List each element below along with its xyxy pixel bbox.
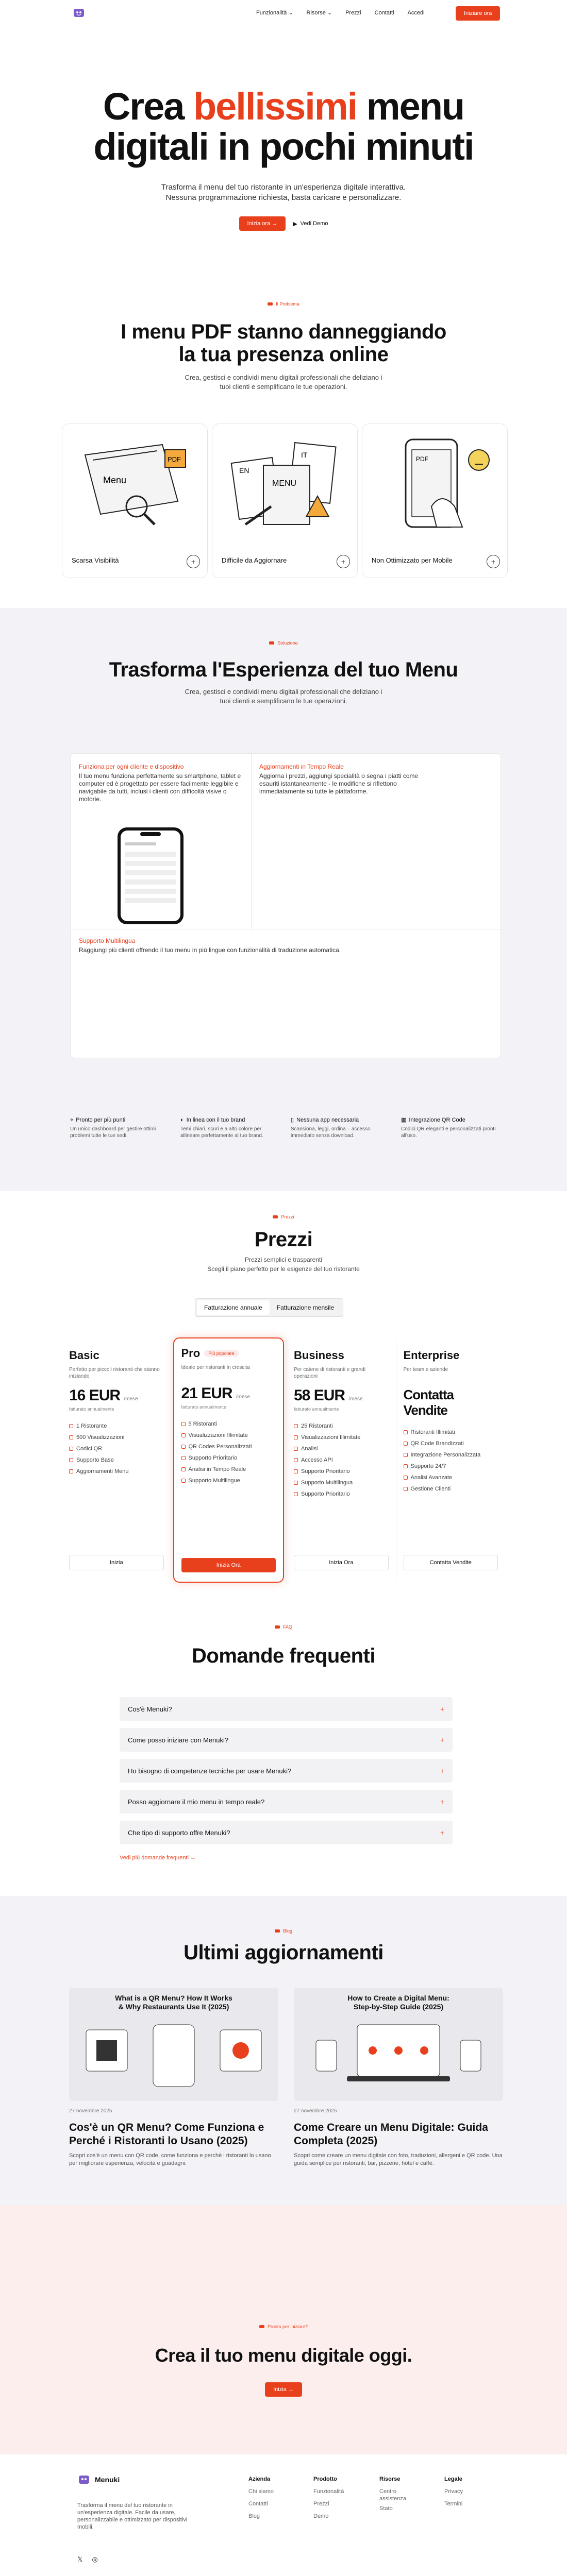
plan-feature: [404, 1452, 498, 1458]
palette-icon: ◐: [180, 1117, 184, 1123]
plan-feature: [181, 1478, 276, 1484]
plan-note: fatturato annualmente: [294, 1406, 339, 1412]
plan-business: [286, 1341, 396, 1580]
pricing-pill: [273, 1214, 294, 1219]
mini-feature: [291, 1117, 391, 1139]
mini-title: Pronto per più punti: [76, 1117, 126, 1123]
plan-feature: [181, 1455, 276, 1461]
price-value: 21 EUR: [181, 1385, 232, 1402]
plan-desc: Ideale per ristoranti in crescita: [181, 1365, 250, 1370]
check-icon: [294, 1469, 298, 1473]
plan-feature: [294, 1480, 389, 1486]
mini-text: Scansiona, leggi, ordina – accesso immediato senza download.: [291, 1126, 371, 1139]
cta-title: Crea il tuo menu digitale oggi.: [155, 2345, 412, 2366]
check-icon: [404, 1476, 408, 1480]
mini-feature: [180, 1117, 280, 1139]
check-icon: [69, 1458, 73, 1462]
feature-label: Supporto Base: [76, 1457, 114, 1463]
pill-label: Pronto per iniziare?: [267, 2324, 308, 2329]
top-nav: [0, 0, 567, 28]
mini-text: Un unico dashboard per gestire ottimi problemi tutte le tue sedi.: [70, 1126, 156, 1139]
check-icon: [69, 1424, 73, 1428]
plan-desc: Perfetto per piccoli ristoranti che stanno iniziando: [69, 1367, 160, 1379]
price-value: 58 EUR: [294, 1387, 345, 1404]
pill-flag-icon: [259, 2325, 264, 2328]
feature-label: Supporto Prioritario: [188, 1455, 238, 1461]
feature-label: 1 Ristorante: [76, 1423, 107, 1429]
pill-label: Blog: [282, 1928, 292, 1934]
plan-feature: [404, 1463, 498, 1469]
footer-link[interactable]: Termini: [444, 2501, 463, 2507]
plan-basic: [62, 1341, 171, 1580]
check-icon: [404, 1453, 408, 1457]
social-links: [77, 2555, 98, 2564]
subtitle-line: tuoi clienti e semplificano le tue operazioni.: [220, 697, 347, 705]
nav-prezzi[interactable]: Prezzi: [345, 9, 361, 16]
plan-business-button[interactable]: Inizia Ora: [294, 1555, 389, 1570]
faq-question: Ho bisogno di competenze tecniche per usare Menuki?: [128, 1767, 292, 1775]
check-icon: [294, 1458, 298, 1462]
problem-pill: [268, 301, 299, 307]
cta-start-button[interactable]: [265, 2382, 302, 2397]
divider: [251, 754, 252, 929]
footer-link[interactable]: Prezzi: [313, 2501, 329, 2507]
check-icon: [69, 1469, 73, 1473]
hero-demo-button[interactable]: [293, 221, 328, 227]
svg-text:IT: IT: [301, 451, 308, 459]
blog-title: Ultimi aggiornamenti: [184, 1941, 383, 1964]
plan-price: Contatta Vendite: [403, 1387, 454, 1418]
hero-subtitle-line: Trasforma il menu del tuo ristorante in un'esperienza digitale interattiva.: [161, 183, 406, 192]
button-label: Inizia ora: [247, 221, 271, 227]
pill-flag-icon: [273, 1215, 278, 1218]
transform-subtitle: [0, 687, 567, 706]
menuki-logo-icon: [77, 2473, 91, 2486]
pricing-plans: [62, 1341, 505, 1580]
plan-feature: [404, 1440, 498, 1447]
problem-subtitle: [0, 373, 567, 392]
faq-pill: [275, 1624, 292, 1630]
feature-text: Il tuo menu funziona perfettamente su smartphone, tablet e computer ed è progettato per essere facilmente leggibile e navigabile da tutti, inclusi i clienti con difficoltà visive o motorie.: [79, 772, 241, 803]
device-icon: ▯: [291, 1117, 294, 1123]
check-icon: [404, 1442, 408, 1446]
pill-label: Soluzione: [277, 640, 298, 646]
feature-label: QR Code Brandizzati: [410, 1440, 464, 1447]
nav-accedi[interactable]: Accedi: [407, 9, 425, 16]
problem-title: [0, 320, 567, 366]
footer-link[interactable]: Contatti: [248, 2501, 268, 2507]
footer-col-prodotto: [313, 2473, 344, 2522]
card-label: Scarsa Visibilità: [72, 556, 119, 564]
check-icon: [69, 1435, 73, 1439]
faq-question: Posso aggiornare il mio menu in tempo reale?: [128, 1798, 265, 1806]
post-excerpt: Scopri cos'è un menu con QR code, come funziona e perché i ristoranti lo usano per migliorare esperienza, velocità e guadagni.: [69, 2153, 271, 2166]
cta-pill: [259, 2324, 308, 2329]
faq-item[interactable]: [120, 1728, 453, 1752]
plan-note: fatturato annualmente: [69, 1406, 114, 1412]
post-excerpt: Scopri come creare un menu digitale con foto, traduzioni, allergeni e QR code. Una guida semplice per ristoranti, bar, pizzerie, hotel e caffè.: [294, 2153, 503, 2166]
feature-label: QR Codes Personalizzati: [188, 1444, 252, 1450]
plan-feature: [294, 1446, 389, 1452]
plan-price: [294, 1387, 389, 1404]
pill-label: Il Problema: [276, 301, 299, 307]
price-period: /mese: [236, 1394, 251, 1400]
svg-text:Menu: Menu: [103, 475, 127, 485]
blog-post[interactable]: [69, 1988, 278, 2167]
plan-pro-button[interactable]: Inizia Ora: [181, 1558, 276, 1572]
plus-icon: +: [440, 1828, 444, 1837]
nav-contatti[interactable]: Contatti: [374, 9, 394, 16]
problem-card-update[interactable]: [212, 423, 358, 578]
plan-price: [69, 1387, 164, 1404]
plan-feature: [294, 1457, 389, 1463]
svg-text:EN: EN: [239, 466, 249, 474]
plus-icon[interactable]: +: [337, 555, 350, 568]
footer-link[interactable]: Chi siamo: [248, 2488, 274, 2495]
footer-link[interactable]: Funzionalità: [313, 2488, 344, 2495]
footer-col-title: Risorse: [379, 2476, 401, 2482]
plan-enterprise-button[interactable]: Contatta Vendite: [404, 1555, 498, 1570]
feature-label: Visualizzazioni Illimitate: [188, 1432, 248, 1438]
feature-label: 500 Visualizzazioni: [76, 1434, 125, 1440]
feature-label: Aggiornamenti Menu: [76, 1468, 129, 1475]
play-icon: ▶: [293, 221, 297, 227]
feature-label: Visualizzazioni Illimitate: [301, 1434, 361, 1440]
plan-feature: [181, 1432, 276, 1438]
feature-multilang: [79, 937, 440, 954]
subtitle-line: Crea, gestisci e condividi menu digitali professionali che deliziano i: [185, 374, 382, 381]
plus-icon: +: [440, 1705, 444, 1713]
feature-label: Codici QR: [76, 1446, 103, 1452]
check-icon: [181, 1456, 186, 1460]
check-icon: [69, 1447, 73, 1451]
svg-text:PDF: PDF: [416, 455, 428, 463]
laptop-illustration-icon: [306, 2020, 491, 2092]
feature-label: Analisi in Tempo Reale: [188, 1466, 246, 1472]
button-label: Inizia: [273, 2386, 287, 2393]
hero-start-button[interactable]: [239, 216, 286, 231]
hero-title-pre: Crea: [103, 85, 193, 128]
check-icon: [181, 1422, 186, 1426]
feature-title: Funziona per ogni cliente e dispositivo: [79, 763, 184, 770]
footer-link[interactable]: Centro assistenza: [379, 2488, 406, 2502]
check-icon: [404, 1430, 408, 1434]
plan-basic-button[interactable]: Inizia: [69, 1555, 164, 1570]
faq-item[interactable]: [120, 1821, 453, 1844]
billing-toggle: [195, 1298, 343, 1317]
plan-feature: [181, 1444, 276, 1450]
plan-feature: [181, 1466, 276, 1472]
plan-pro: [173, 1337, 285, 1583]
post-image-title-line: & Why Restaurants Use It (2025): [118, 2003, 229, 2011]
chevron-down-icon: ⌄: [327, 10, 332, 16]
hero-title: [0, 87, 567, 167]
title-line: la tua presenza online: [178, 343, 389, 366]
subtitle-line: tuoi clienti e semplificano le tue operazioni.: [220, 383, 347, 391]
feature-title: Aggiornamenti in Tempo Reale: [259, 763, 344, 770]
brand-name: Menuki: [95, 2476, 120, 2484]
pill-flag-icon: [275, 1929, 280, 1933]
footer-brand[interactable]: [77, 2473, 120, 2486]
plus-icon[interactable]: +: [187, 555, 200, 568]
features-box: [70, 753, 501, 1058]
hero-title-line2: digitali in pochi minuti: [93, 125, 474, 168]
check-icon: [404, 1487, 408, 1491]
post-image: [69, 1988, 278, 2101]
footer-link[interactable]: Blog: [248, 2513, 260, 2519]
post-title: Come Creare un Menu Digitale: Guida Completa (2025): [294, 2122, 488, 2147]
nav-label: Funzionalità: [256, 9, 287, 16]
post-image-title-line: How to Create a Digital Menu:: [347, 1994, 449, 2002]
check-icon: [181, 1467, 186, 1471]
qr-icon: ▦: [401, 1117, 407, 1123]
plan-feature: [294, 1491, 389, 1497]
mini-title: Integrazione QR Code: [409, 1117, 465, 1123]
check-icon: [294, 1424, 298, 1428]
post-image-title: [69, 1994, 278, 2011]
plan-desc: Per catene di ristoranti e grandi operazioni: [294, 1367, 365, 1379]
feature-title: Supporto Multilingua: [79, 937, 136, 944]
feature-label: 25 Ristoranti: [301, 1423, 333, 1429]
arrow-right-icon: →: [272, 221, 278, 227]
check-icon: [294, 1481, 298, 1485]
toggle-annual[interactable]: Fatturazione annuale: [197, 1300, 270, 1315]
plan-name: Enterprise: [403, 1349, 460, 1362]
check-icon: [294, 1492, 298, 1496]
check-icon: [404, 1464, 408, 1468]
price-period: /mese: [124, 1396, 138, 1402]
feature-label: 5 Ristoranti: [188, 1421, 218, 1427]
feature-label: Ristoranti Illimitati: [410, 1429, 455, 1435]
card-label: Difficile da Aggiornare: [222, 556, 287, 564]
plan-feature: [69, 1468, 164, 1475]
plan-enterprise: [396, 1341, 506, 1580]
plus-icon: +: [440, 1798, 444, 1806]
price-period: /mese: [348, 1396, 363, 1402]
pricing-title: Prezzi: [254, 1228, 313, 1251]
plan-name: Basic: [69, 1349, 99, 1362]
faq-item[interactable]: [120, 1697, 453, 1721]
plan-name: Pro: [181, 1347, 201, 1360]
subtitle-line: Prezzi semplici e trasparenti: [244, 1256, 323, 1263]
title-line: I menu PDF stanno danneggiando: [121, 320, 446, 343]
transform-pill: [269, 640, 298, 646]
plan-feature: [404, 1486, 498, 1492]
twitter-icon[interactable]: 𝕏: [77, 2555, 83, 2563]
feature-label: Supporto Prioritario: [301, 1491, 350, 1497]
feature-devices: [79, 763, 244, 803]
feature-label: Supporto Multilingue: [188, 1478, 240, 1484]
post-image-title-line: What is a QR Menu? How It Works: [115, 1994, 232, 2002]
footer-col-title: Legale: [444, 2476, 462, 2482]
post-title: Cos'è un QR Menu? Come Funziona e Perché i Ristoranti lo Usano (2025): [69, 2122, 264, 2147]
footer-link[interactable]: Privacy: [444, 2488, 463, 2495]
plan-feature: [294, 1434, 389, 1440]
check-icon: [181, 1445, 186, 1449]
pill-label: Prezzi: [281, 1214, 294, 1219]
nav-risorse[interactable]: [307, 9, 332, 16]
mini-text: Codici QR eleganti e personalizzati pronti all'uso.: [401, 1126, 496, 1139]
feature-realtime: [259, 763, 429, 795]
pill-flag-icon: [268, 302, 273, 306]
faq-more-link[interactable]: Vedi più domande frequenti →: [120, 1855, 196, 1861]
subtitle-line: Scegli il piano perfetto per le esigenze del tuo ristorante: [207, 1265, 360, 1273]
feature-label: Analisi: [301, 1446, 318, 1452]
pill-flag-icon: [269, 641, 274, 645]
feature-label: Gestione Clienti: [410, 1486, 451, 1492]
plan-desc: Per team e aziende: [403, 1367, 448, 1372]
button-label: Vedi Demo: [300, 221, 328, 227]
faq-question: Come posso iniziare con Menuki?: [128, 1736, 229, 1744]
problem-card-mobile[interactable]: [362, 423, 508, 578]
check-icon: [294, 1447, 298, 1451]
footer-link[interactable]: Stato: [379, 2505, 393, 2512]
menuki-logo-icon[interactable]: [72, 6, 86, 20]
footer-col-azienda: [248, 2473, 274, 2522]
problem-card-visibility[interactable]: [62, 423, 208, 578]
hero-title-accent: bellissimi: [193, 85, 357, 128]
faq-question: Che tipo di supporto offre Menuki?: [128, 1828, 230, 1837]
plan-feature: [69, 1457, 164, 1463]
footer-col-risorse: [379, 2473, 421, 2515]
nav-cta-button[interactable]: Iniziare ora: [456, 6, 500, 21]
mini-title: In linea con il tuo brand: [186, 1117, 245, 1123]
plan-feature: [69, 1446, 164, 1452]
subtitle-line: Crea, gestisci e condividi menu digitali professionali che deliziano i: [185, 688, 382, 696]
post-date: 27 novembre 2025: [294, 2108, 337, 2114]
plan-feature: [404, 1475, 498, 1481]
feature-label: Accesso API: [301, 1457, 333, 1463]
phone-hand-icon: [364, 429, 508, 532]
mini-features: [70, 1117, 501, 1139]
faq-item[interactable]: [120, 1759, 453, 1783]
plan-feature: [181, 1421, 276, 1427]
feature-label: Supporto Prioritario: [301, 1468, 350, 1475]
feature-label: Analisi Avanzate: [410, 1475, 453, 1481]
hero-title-post: menu: [357, 85, 464, 128]
pdf-magnifier-icon: [64, 429, 208, 532]
plus-icon: +: [440, 1767, 444, 1775]
nav-label: Risorse: [306, 9, 326, 16]
faq-title: Domande frequenti: [192, 1645, 375, 1667]
footer-desc: Trasforma il menu del tuo ristorante in un'esperienza digitale. Facile da usare, personalizzabile e ottimizzato per dispositivi mobili.: [77, 2502, 188, 2530]
mini-feature: [401, 1117, 501, 1139]
menus-pencil-icon: [214, 429, 358, 532]
phone-mockup-icon: [117, 827, 184, 925]
svg-text:MENU: MENU: [272, 479, 297, 488]
post-image-title: [294, 1994, 503, 2011]
instagram-icon[interactable]: ◎: [92, 2555, 98, 2563]
feature-label: Supporto 24/7: [410, 1463, 446, 1469]
mini-title: Nessuna app necessaria: [296, 1117, 359, 1123]
card-label: Non Ottimizzato per Mobile: [372, 556, 453, 564]
mini-feature: [70, 1117, 170, 1139]
nav-funzionalita[interactable]: [256, 9, 293, 16]
plan-price: [181, 1385, 276, 1402]
post-date: 27 novembre 2025: [69, 2108, 112, 2114]
price-value: 16 EUR: [69, 1387, 121, 1404]
footer-col-title: Azienda: [248, 2476, 271, 2482]
hero-subtitle-line: Nessuna programmazione richiesta, basta caricare e personalizzare.: [165, 193, 402, 202]
plan-feature: [404, 1429, 498, 1435]
plan-feature: [294, 1468, 389, 1475]
plan-feature: [294, 1423, 389, 1429]
pill-label: FAQ: [282, 1624, 292, 1630]
plan-feature: [69, 1423, 164, 1429]
pill-flag-icon: [275, 1625, 280, 1629]
arrow-right-icon: →: [288, 2386, 294, 2393]
feature-text: Raggiungi più clienti offrendo il tuo menu in più lingue con funzionalità di traduzione automatica.: [79, 946, 341, 954]
feature-label: Supporto Multilingua: [301, 1480, 353, 1486]
toggle-monthly[interactable]: Fatturazione mensile: [276, 1304, 335, 1311]
faq-question: Cos'è Menuki?: [128, 1705, 172, 1713]
location-icon: ⌖: [70, 1117, 74, 1123]
blog-post[interactable]: [294, 1988, 503, 2167]
faq-item[interactable]: [120, 1790, 453, 1814]
feature-text: Aggiorna i prezzi, aggiungi specialità o segna i piatti come esauriti istantaneamente - le modifiche si riflettono immediatamente su tutte le piattaforme.: [259, 772, 419, 795]
chevron-down-icon: ⌄: [288, 10, 293, 16]
hero-subtitle: [0, 182, 567, 203]
svg-text:PDF: PDF: [168, 455, 181, 463]
pricing-subtitle: [0, 1255, 567, 1274]
post-image-title-line: Step-by-Step Guide (2025): [353, 2003, 444, 2011]
feature-label: Integrazione Personalizzata: [410, 1452, 481, 1458]
check-icon: [181, 1433, 186, 1437]
transform-title: Trasforma l'Esperienza del tuo Menu: [109, 658, 458, 681]
qr-menu-illustration-icon: [81, 2020, 266, 2092]
plan-note: fatturato annualmente: [181, 1404, 227, 1410]
check-icon: [294, 1435, 298, 1439]
plan-feature: [69, 1434, 164, 1440]
footer-col-legale: [444, 2473, 463, 2510]
plus-icon[interactable]: +: [487, 555, 500, 568]
check-icon: [181, 1479, 186, 1483]
footer-col-title: Prodotto: [313, 2476, 337, 2482]
plus-icon: +: [440, 1736, 444, 1744]
footer-link[interactable]: Demo: [313, 2513, 329, 2519]
popular-badge: Più popolare: [204, 1350, 239, 1357]
mini-text: Temi chiari, scuri e a alto colore per allineare perfettamente al tuo brand.: [180, 1126, 263, 1139]
plan-name: Business: [294, 1349, 344, 1362]
post-image: [294, 1988, 503, 2101]
blog-pill: [275, 1928, 292, 1934]
